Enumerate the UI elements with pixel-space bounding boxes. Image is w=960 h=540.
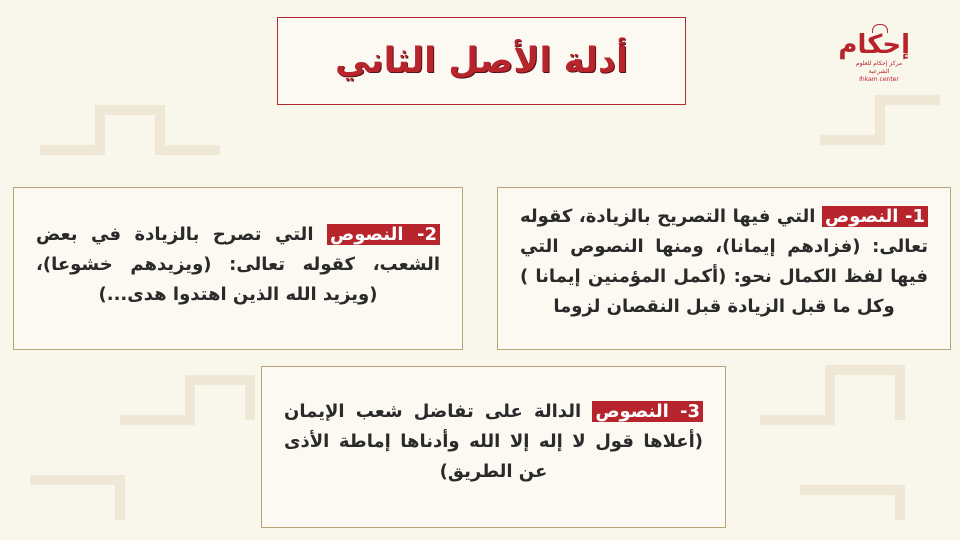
- logo-subtitle: مركز إحكام للعلوم الشرعية: [855, 60, 903, 75]
- card-3-highlight: 3- النصوص: [592, 401, 703, 422]
- card-1-text: التي فيها التصريح بالزيادة، كقوله تعالى: (فزادهم إيمانا)، ومنها النصوص التي فيها لفظ الكمال نحو: (أكمل المؤمنين إيمانا ) وكل ما قبل الزيادة قبل النقصان لزوما: [520, 206, 928, 317]
- logo-tagline: Ihkam center: [859, 76, 899, 83]
- evidence-card-1: [497, 187, 951, 350]
- evidence-card-3: [261, 366, 726, 528]
- card-2-highlight: 2- النصوص: [327, 224, 440, 245]
- title-box: [277, 17, 686, 105]
- logo-dome-icon: [872, 24, 888, 33]
- logo: [838, 24, 910, 94]
- card-3-text: الدالة على تفاضل شعب الإيمان (أعلاها قول لا إله إلا الله وأدناها إماطة الأذى عن الطريق): [284, 401, 703, 482]
- evidence-card-2: [13, 187, 463, 350]
- card-1-highlight: 1- النصوص: [822, 206, 928, 227]
- card-2-text: التي تصرح بالزيادة في بعض الشعب، كقوله تعالى: (ويزيدهم خشوعا)، (ويزيد الله الذين اهتدوا هدى...): [36, 224, 440, 305]
- logo-name: إحكام: [838, 30, 910, 60]
- slide-title: أدلة الأصل الثاني: [335, 41, 628, 81]
